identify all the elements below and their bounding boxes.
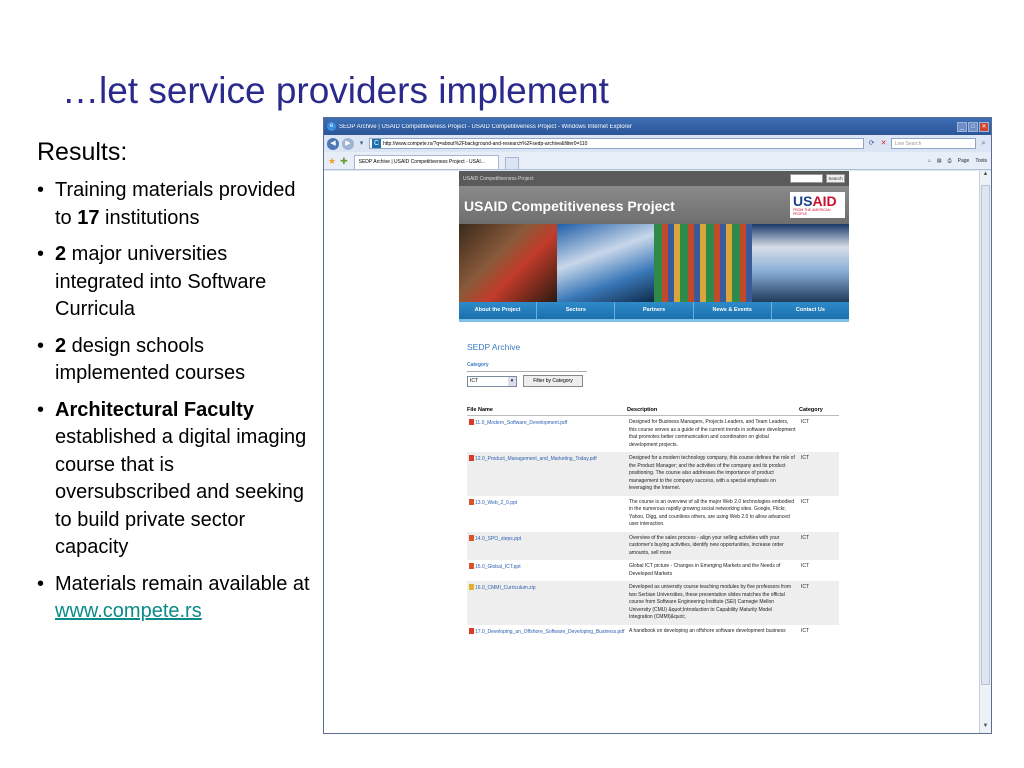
category-cell: ICT [801,498,810,505]
page-menu[interactable]: Page [957,158,970,164]
file-cell [467,452,627,496]
bullet-bold: 2 [55,334,67,357]
divider [467,371,587,372]
bullet-materials: • Materials remain available at www.compete.rs [37,572,310,622]
column-header-description: Description [627,407,799,416]
file-cell [467,560,627,581]
vertical-scrollbar[interactable] [979,171,991,733]
site-top-label: USAID Competitiveness Project [463,176,534,182]
bullet-text: Training materials provided to [55,179,296,229]
bullet-text: institutions [99,206,200,229]
file-cell [467,496,627,532]
slide-title: …let service providers implement [62,70,609,111]
category-select-value: ICT [470,377,479,384]
file-link[interactable]: 17.0_Developing_an_Offshore_Software_Developing_Business.pdf [475,628,625,635]
search-icon[interactable]: ⌕ [981,140,986,147]
bullet-text: major universities integrated into Software Curricula [55,243,267,320]
description-cell: Designed for Business Managers, Projects Leaders, and Team Leaders, this course serves as a guide of the current trends in software development that promotes better communication and coordination on global development projects. [629,419,796,448]
table-row [467,532,839,561]
bullet-architectural-faculty: • Architectural Faculty established a digital imaging course that is oversubscribed and seeking to build private sector capacity [37,398,307,558]
header-photo-strip [459,224,849,302]
file-link[interactable]: 14.0_SPO_steps.ppt [475,535,522,542]
scroll-up-icon[interactable]: ▲ [982,171,989,177]
results-panel [37,138,312,635]
url-input[interactable] [369,138,864,149]
bullet-bold: 17 [77,206,100,229]
site-header [459,186,849,224]
section-title: SEDP Archive [467,342,521,352]
window-title: SEDP Archive | USAID Competitiveness Project - USAID Competitiveness Project - Windows Internet Explorer [339,123,632,130]
feeds-icon[interactable]: ▤ [936,158,942,164]
category-cell: ICT [801,627,810,634]
description-cell: The course is an overview of all the major Web 2.0 technologies embodied in the numerous rapidly growing social networking sites. Google, Flickr, Yahoo, Digg, and countless others, are using Web 2.0 to allow advanced user interaction. [629,498,794,527]
bullet-bold: Architectural Faculty [55,398,254,421]
header-photo [557,224,655,302]
header-photo [459,224,557,302]
column-header-file: File Name [467,407,627,416]
nav-partners[interactable]: Partners [615,302,693,319]
history-dropdown-icon[interactable]: ▾ [359,140,364,147]
site-nav [459,302,849,322]
ie-icon: e [327,122,336,131]
command-bar [928,153,991,169]
minimize-icon[interactable]: _ [957,122,967,132]
tab-sedp-archive[interactable]: SEDP Archive | USAID Competitiveness Project - USAI... [354,155,499,169]
category-label: Category [467,362,489,368]
header-photo [654,224,752,302]
pdf-file-icon [469,455,474,461]
browser-window [323,117,992,734]
category-cell: ICT [799,532,839,561]
description-cell: Global ICT picture - Changes in Emerging Markets and the Needs of Developed Markets [629,563,781,577]
file-link[interactable]: 13.0_Web_2_0.ppt [475,499,518,506]
results-heading: Results: [37,138,128,166]
address-bar [324,135,991,152]
print-icon[interactable]: ⎙ [947,158,952,164]
logo-aid: AID [812,193,837,209]
logo-tagline: FROM THE AMERICAN PEOPLE [793,208,831,216]
file-cell [467,532,627,561]
usaid-logo[interactable] [790,192,845,218]
bullet-design-schools: • 2 design schools implemented courses [37,334,246,384]
column-header-category: Category [799,407,839,416]
file-cell [467,416,627,453]
compete-link[interactable]: www.compete.rs [55,600,202,622]
file-cell [467,625,627,640]
filter-row [467,375,841,387]
table-row [467,452,839,496]
description-cell: A handbook on developing an offshore software development business [629,627,786,634]
archive-content [459,322,849,733]
table-header-row [467,407,839,416]
ppt-file-icon [469,535,474,541]
description-cell: Designed for a modern technology company, this course defines the role of the Product Manager; and the activities of the company and its product positioning. The course also addresses the importance of product management to the company success, with a special emphasis on leveraging the Internet. [627,452,799,496]
site-search-button[interactable]: Search [826,174,845,183]
tab-bar [324,152,991,170]
window-controls [957,122,989,132]
site-topstrip [459,171,849,186]
category-select[interactable] [467,376,517,387]
nav-about[interactable]: About the Project [459,302,537,319]
site-favicon-icon: C [373,140,380,147]
table-row [467,625,839,640]
favorites-star-icon[interactable]: ★ [328,155,337,166]
nav-sectors[interactable]: Sectors [537,302,615,319]
table-row [467,416,839,453]
file-link[interactable]: 12.0_Product_Management_and_Marketing_Today.pdf [475,456,597,462]
refresh-icon[interactable]: ⟳ [868,140,875,147]
category-cell: ICT [799,581,839,625]
scroll-down-icon[interactable]: ▼ [982,723,989,729]
bullet-text: established a digital imaging course that is oversubscribed and seeking to build private sector capacity [55,426,307,558]
site-header-title: USAID Competitiveness Project [464,198,675,214]
back-icon[interactable]: ◀ [327,138,339,150]
bullet-text: design schools implemented courses [55,334,246,384]
archive-table [467,407,839,639]
tools-menu[interactable]: Tools [975,158,987,164]
add-favorites-icon[interactable]: ✚ [340,155,348,166]
bullet-bold: 2 [55,243,67,265]
url-text: http://www.compete.rs/?q=about%2Fbackground-and-research%2Fsedp-archive&filter0=110 [383,140,588,147]
page-viewport [324,171,980,733]
new-tab-button[interactable] [505,157,519,169]
table-row [467,560,839,581]
logo-us: US [793,193,813,209]
scroll-thumb[interactable] [981,185,990,685]
bullet-universities: • 2 major universities integrated into Software Curricula [37,243,267,320]
forward-icon[interactable]: ▶ [342,138,354,150]
site-search-input[interactable] [790,174,823,183]
file-link[interactable]: 11.0_Modern_Software_Development.pdf [475,420,568,426]
filter-by-category-button[interactable]: Filter by Category [523,375,583,387]
chevron-down-icon: ▾ [508,377,516,386]
pdf-file-icon [469,628,474,634]
maximize-icon[interactable]: □ [968,122,978,132]
home-icon[interactable]: ⌂ [927,158,931,164]
header-photo [752,224,850,302]
archive-rows [467,416,839,640]
category-cell: ICT [801,419,810,425]
results-list [37,177,312,626]
file-link[interactable]: 15.0_Global_ICT.ppt [475,564,521,570]
ppt-file-icon [469,563,474,569]
table-row [467,496,839,532]
category-cell: ICT [799,452,839,496]
webpage [459,171,849,733]
bullet-training: • Training materials provided to 17 institutions [37,179,296,229]
close-icon[interactable]: ✕ [979,122,989,132]
category-cell: ICT [801,563,810,569]
nav-contact[interactable]: Contact Us [795,307,825,313]
file-link[interactable]: 16.0_CMMI_Curriculum.zip [475,585,536,591]
file-cell [467,581,627,625]
favorites-toolbar [328,153,348,169]
pdf-file-icon [469,419,474,425]
live-search-input[interactable]: Live Search [891,138,976,149]
nav-news-events[interactable]: News & Events [694,302,772,319]
description-cell: Developed as university course teaching modules by five professors from two Serbian Universities, these presentation slides matches the official course from Software Engineering Institute (SEI) Carnegie Mellon University (CMU) &quot;Introduction to Capability Maturity Model Integration (CMMI)&quot;. [627,581,799,625]
zip-file-icon [469,584,474,590]
description-cell: Overview of the sales process - align your selling activities with your customer's buying activities, identify new opportunities, increase order amounts, sell more [627,532,799,561]
table-row [467,581,839,625]
ppt-file-icon [469,499,474,505]
browser-titlebar [324,118,991,135]
bullet-text: Materials remain available at [55,572,310,595]
stop-icon[interactable]: ✕ [880,140,887,147]
